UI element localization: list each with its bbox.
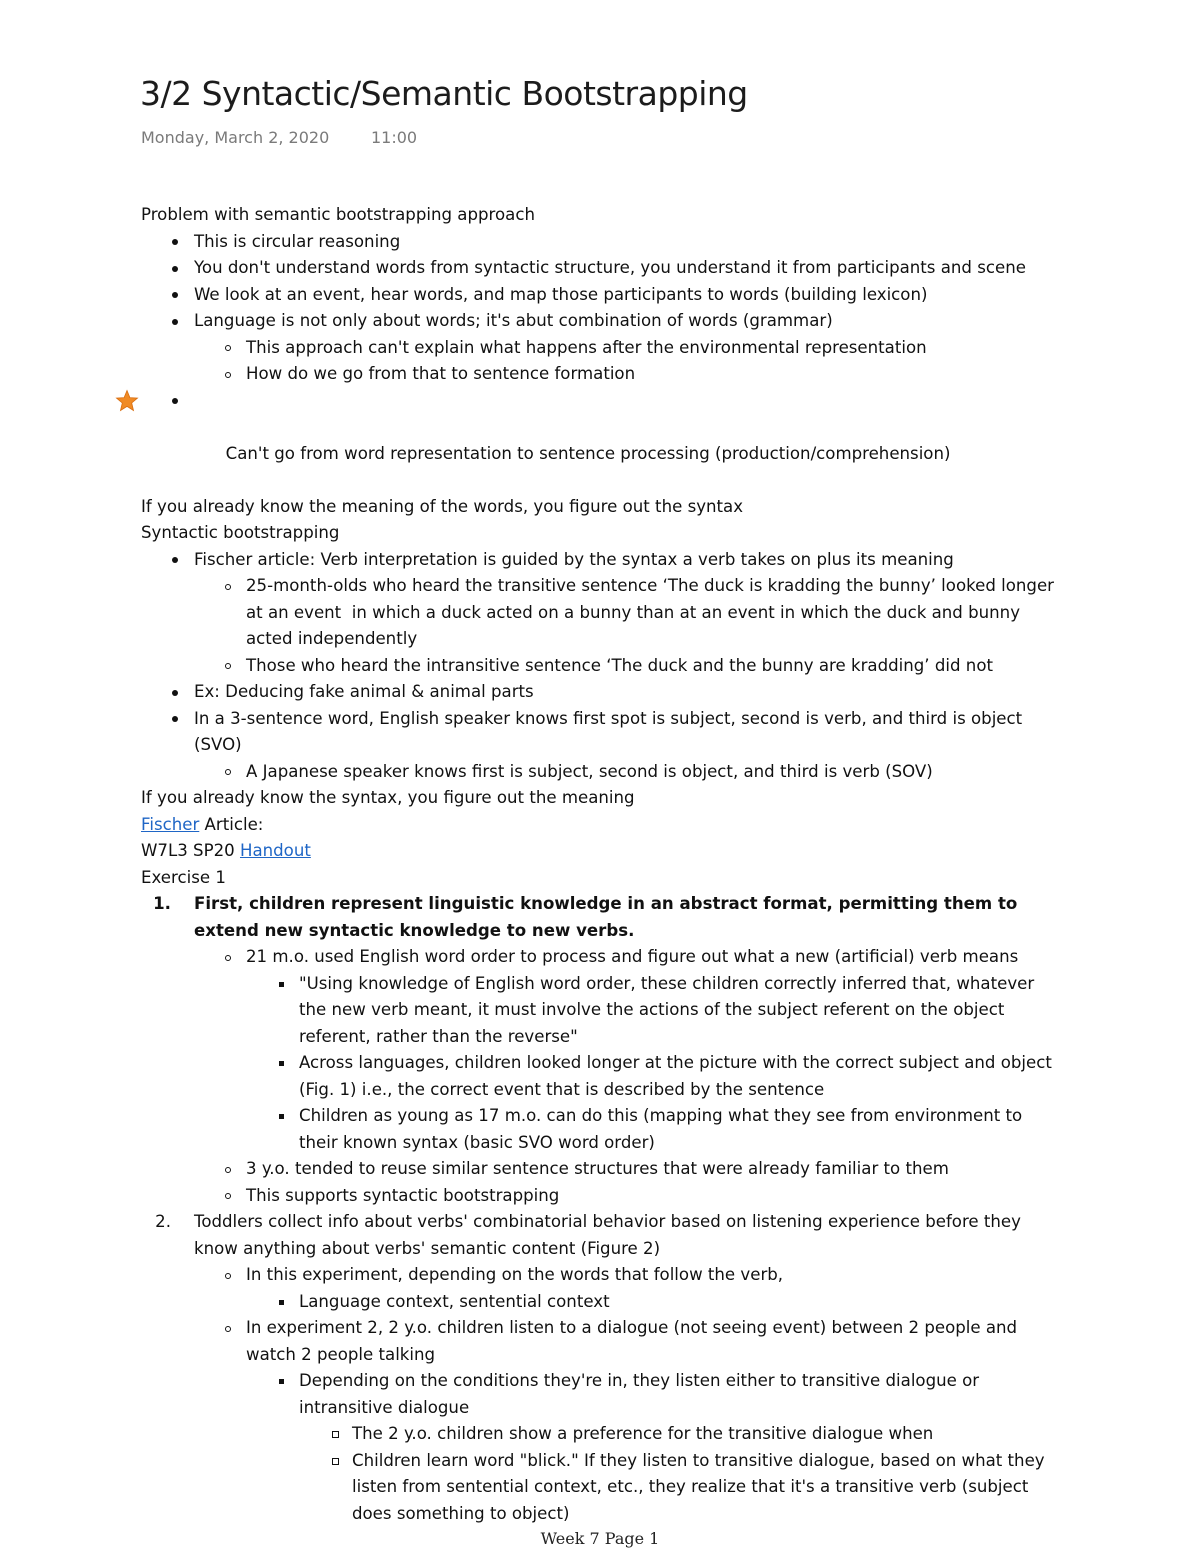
bullet-icon <box>216 759 240 786</box>
text: In experiment 2, 2 y.o. children listen to a dialogue (not seeing event) between 2 people and watch 2 people talking <box>246 1318 1023 1364</box>
page-footer <box>0 1529 1200 1548</box>
paragraph <box>141 520 1066 547</box>
text: How do we go from that to sentence formation <box>246 364 636 383</box>
text: Depending on the conditions they're in, they listen either to transitive dialogue or intransitive dialogue <box>299 1371 985 1417</box>
list-item <box>141 1448 1066 1528</box>
text: 25-month-olds who heard the transitive sentence ‘The duck is kradding the bunny’ looked longer at an event in which a duck acted on a bunny than at an event in which the duck and bunny acted independently <box>246 576 1060 648</box>
bullet-icon <box>216 573 240 600</box>
bullet-icon <box>163 308 187 335</box>
handout-link[interactable]: Handout <box>239 841 311 860</box>
bullet-icon <box>163 255 187 282</box>
bullet-icon <box>216 1262 240 1289</box>
list-item <box>141 573 1066 653</box>
paragraph <box>141 202 1066 229</box>
bullet-icon <box>323 1448 347 1475</box>
bullet-icon <box>323 1421 347 1448</box>
list-item <box>141 282 1066 309</box>
list-item <box>141 706 1066 759</box>
list-item <box>141 1315 1066 1368</box>
bullet-icon <box>163 706 187 733</box>
list-item <box>141 1156 1066 1183</box>
list-item <box>141 335 1066 362</box>
list-item <box>141 1183 1066 1210</box>
paragraph <box>141 812 1066 839</box>
list-item <box>141 308 1066 335</box>
bullet-icon <box>163 388 187 415</box>
text: The 2 y.o. children show a preference for the transitive dialogue when <box>352 1424 934 1443</box>
text: A Japanese speaker knows first is subject, second is object, and third is verb (SOV) <box>246 761 933 781</box>
list-item <box>141 653 1066 680</box>
text: Article: <box>199 814 264 834</box>
bullet-icon <box>269 971 293 998</box>
bullet-icon <box>216 1156 240 1183</box>
text: W7L3 SP20 <box>141 841 240 860</box>
paragraph <box>141 838 1066 865</box>
text: Ex: Deducing fake animal & animal parts <box>194 682 534 701</box>
bullet-icon <box>216 653 240 680</box>
text: Language is not only about words; it's abut combination of words (grammar) <box>194 311 833 330</box>
note-date: Monday, March 2, 2020 <box>141 128 330 147</box>
bullet-icon <box>216 361 240 388</box>
list-item <box>141 229 1066 256</box>
bullet-icon <box>163 547 187 574</box>
text: Children as young as 17 m.o. can do this (mapping what they see from environment to their known syntax (basic SVO word order) <box>299 1106 1028 1152</box>
star-tag-icon <box>115 389 139 413</box>
page-title: 3/2 Syntactic/Semantic Bootstrapping <box>140 74 748 113</box>
bullet-icon <box>216 1315 240 1342</box>
paragraph <box>141 494 1066 521</box>
numbered-item <box>141 891 1066 944</box>
text: 3 y.o. tended to reuse similar sentence structures that were already familiar to them <box>246 1159 949 1178</box>
list-item <box>141 547 1066 574</box>
bullet-icon <box>216 335 240 362</box>
text: "Using knowledge of English word order, these children correctly inferred that, whatever the new verb meant, it must involve the actions of the subject referent on the object referent, rather than the reverse" <box>299 973 1040 1046</box>
text: Children learn word "blick." If they listen to transitive dialogue, based on what they listen from sentential context, etc., they realize that it's a transitive verb (subject does something to object) <box>352 1450 1050 1523</box>
text: Toddlers collect info about verbs' combinatorial behavior based on listening experience before they know anything about verbs' semantic content (Figure 2) <box>194 1212 1027 1258</box>
list-item <box>141 1289 1066 1316</box>
list-number: 1. <box>153 894 171 913</box>
text: If you already know the meaning of the words, you figure out the syntax <box>141 496 744 516</box>
text: Language context, sentential context <box>299 1291 610 1311</box>
list-item <box>141 255 1066 282</box>
text: 21 m.o. used English word order to process and figure out what a new (artificial) verb means <box>246 947 1019 966</box>
bullet-icon <box>269 1103 293 1130</box>
paragraph <box>141 865 1066 892</box>
paragraph <box>141 785 1066 812</box>
list-item <box>141 1050 1066 1103</box>
list-item <box>141 1421 1066 1448</box>
list-item <box>141 1103 1066 1156</box>
text: We look at an event, hear words, and map those participants to words (building lexicon) <box>194 284 928 304</box>
list-item <box>141 944 1066 971</box>
bullet-icon <box>269 1289 293 1316</box>
numbered-item <box>141 1209 1066 1262</box>
text: Fischer article: Verb interpretation is guided by the syntax a verb takes on plus its meaning <box>194 549 954 569</box>
bullet-icon <box>163 679 187 706</box>
text: In this experiment, depending on the words that follow the verb, <box>246 1265 784 1284</box>
list-item <box>141 971 1066 1051</box>
list-number: 2. <box>155 1212 171 1231</box>
text: Problem with semantic bootstrapping approach <box>141 205 535 224</box>
page-number: Week 7 Page 1 <box>540 1529 660 1548</box>
bullet-icon <box>269 1368 293 1395</box>
list-item <box>141 759 1066 786</box>
text: Exercise 1 <box>141 867 226 887</box>
bullet-icon <box>216 1183 240 1210</box>
bullet-icon <box>269 1050 293 1077</box>
fischer-link[interactable]: Fischer <box>141 814 200 834</box>
list-item <box>141 1368 1066 1421</box>
note-time: 11:00 <box>371 128 418 147</box>
text: This supports syntactic bootstrapping <box>246 1185 560 1205</box>
text: In a 3-sentence word, English speaker knows first spot is subject, second is verb, and third is object (SVO) <box>194 708 1028 754</box>
list-item <box>141 361 1066 388</box>
text: Can't go from word representation to sentence processing (production/comprehension) <box>225 443 951 463</box>
note-body <box>141 202 1066 1527</box>
text: You don't understand words from syntactic structure, you understand it from participants and scene <box>194 258 1026 277</box>
list-item <box>141 679 1066 706</box>
list-item <box>141 1262 1066 1289</box>
text: First, children represent linguistic knowledge in an abstract format, permitting them to extend new syntactic knowledge to new verbs. <box>194 894 1024 940</box>
date-row <box>141 128 418 147</box>
bullet-icon <box>163 229 187 256</box>
list-item-starred <box>141 388 1066 494</box>
text: This approach can't explain what happens after the environmental representation <box>246 337 927 357</box>
bullet-icon <box>163 282 187 309</box>
text: This is circular reasoning <box>194 231 401 251</box>
text: Across languages, children looked longer at the picture with the correct subject and object (Fig. 1) i.e., the correct event that is described by the sentence <box>299 1053 1058 1099</box>
bullet-icon <box>216 944 240 971</box>
text: Syntactic bootstrapping <box>141 523 340 542</box>
text: If you already know the syntax, you figure out the meaning <box>141 788 635 807</box>
text: Those who heard the intransitive sentence ‘The duck and the bunny are kradding’ did not <box>246 655 993 675</box>
